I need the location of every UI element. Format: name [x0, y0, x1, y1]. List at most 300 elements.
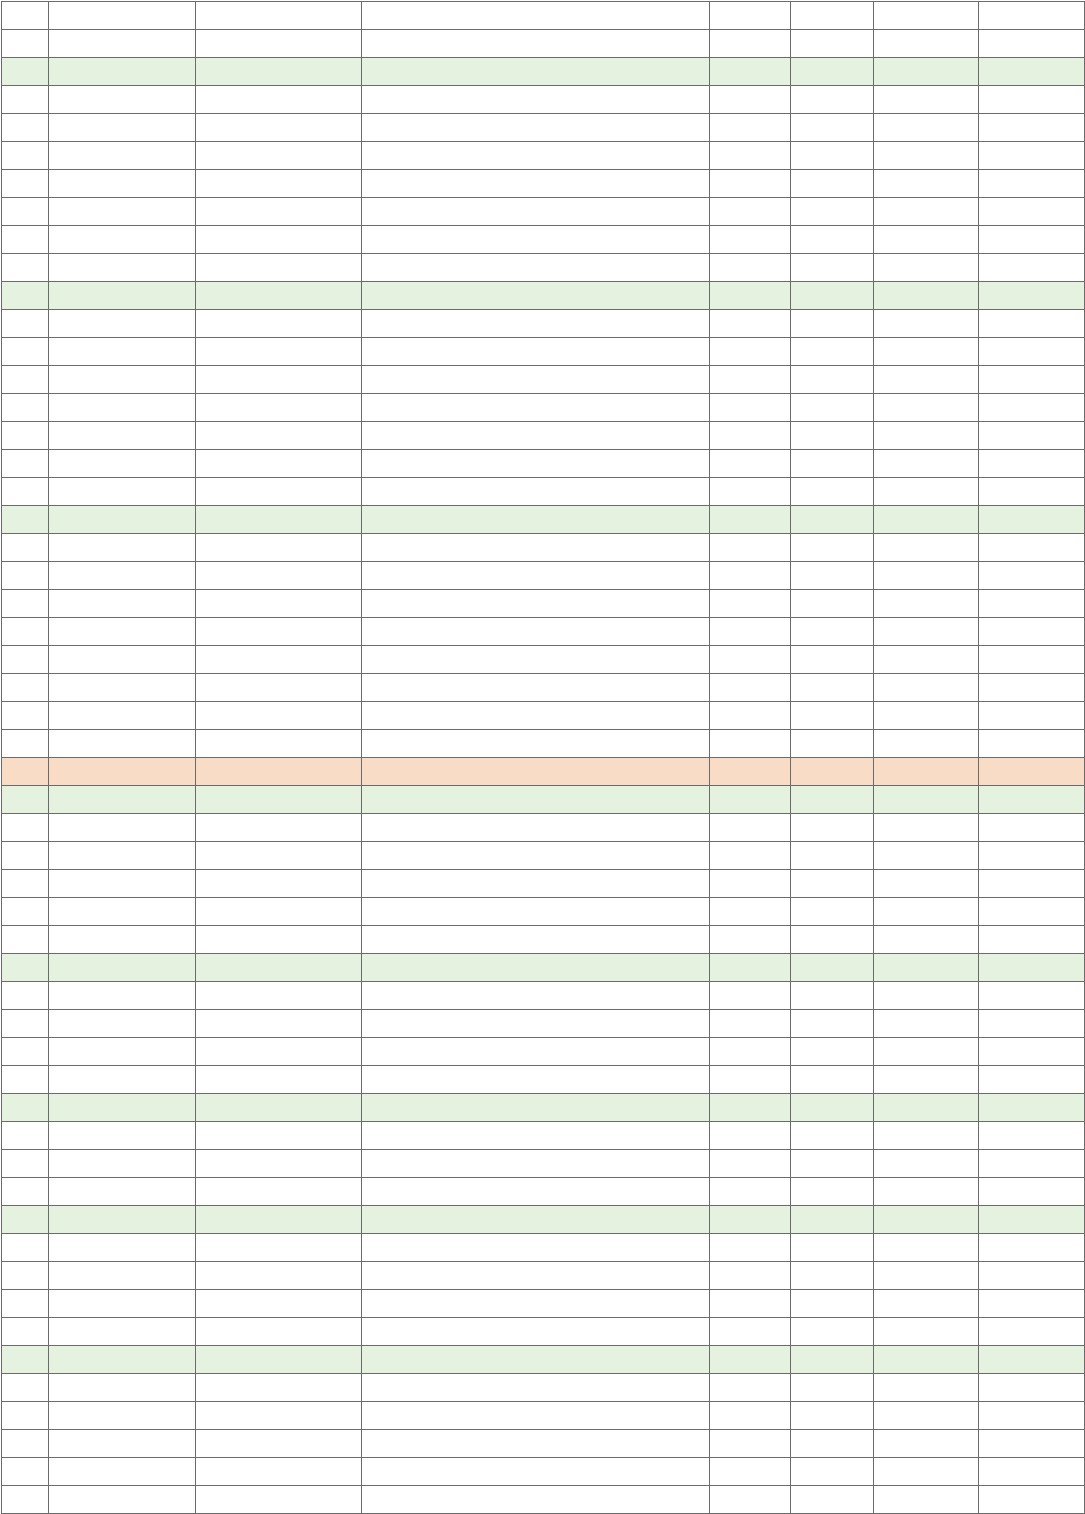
- vote-percent: [979, 226, 1085, 254]
- vote-count-3: [874, 842, 979, 870]
- row-number: [2, 898, 49, 926]
- vote-count-3: [874, 142, 979, 170]
- candidate-name: [196, 898, 362, 926]
- township-header-row: [2, 1346, 1085, 1374]
- township-name: [49, 86, 196, 114]
- vote-count-1: [710, 450, 791, 478]
- vote-count-1: [710, 786, 791, 814]
- township-name: [49, 926, 196, 954]
- vote-count-3: [874, 282, 979, 310]
- table-row: [2, 1262, 1085, 1290]
- vote-count-2: [791, 338, 874, 366]
- vote-count-3: [874, 1430, 979, 1458]
- party-name: [362, 170, 710, 198]
- candidate-name: [196, 338, 362, 366]
- vote-count-1: [710, 562, 791, 590]
- vote-percent: [979, 478, 1085, 506]
- vote-count-2: [791, 898, 874, 926]
- table-row: [2, 1122, 1085, 1150]
- township-header-row: [2, 282, 1085, 310]
- vote-percent: [979, 394, 1085, 422]
- table-row: [2, 842, 1085, 870]
- vote-count-3: [874, 730, 979, 758]
- vote-count-1: [710, 1318, 791, 1346]
- row-number: [2, 142, 49, 170]
- vote-count-3: [874, 1402, 979, 1430]
- township-name: [49, 590, 196, 618]
- party-name: [362, 1010, 710, 1038]
- row-number: [2, 562, 49, 590]
- table-row: [2, 870, 1085, 898]
- vote-percent: [979, 1066, 1085, 1094]
- township-name: [49, 1066, 196, 1094]
- row-number: [2, 170, 49, 198]
- vote-count-2: [791, 618, 874, 646]
- party-name: [362, 870, 710, 898]
- vote-count-2: [791, 646, 874, 674]
- candidate-name: [196, 282, 362, 310]
- township-name: [49, 450, 196, 478]
- vote-count-1: [710, 870, 791, 898]
- row-number: [2, 1318, 49, 1346]
- township-name: [49, 758, 196, 786]
- vote-count-1: [710, 1150, 791, 1178]
- row-number: [2, 422, 49, 450]
- vote-count-2: [791, 562, 874, 590]
- township-header-row: [2, 58, 1085, 86]
- vote-count-2: [791, 366, 874, 394]
- township-header-row: [2, 506, 1085, 534]
- vote-count-1: [710, 226, 791, 254]
- vote-count-2: [791, 30, 874, 58]
- table-row: [2, 618, 1085, 646]
- vote-percent: [979, 170, 1085, 198]
- vote-percent: [979, 674, 1085, 702]
- township-name: [49, 814, 196, 842]
- table-row: [2, 450, 1085, 478]
- party-name: [362, 674, 710, 702]
- vote-count-2: [791, 198, 874, 226]
- township-name: [49, 982, 196, 1010]
- candidate-name: [196, 1010, 362, 1038]
- party-name: [362, 450, 710, 478]
- vote-count-1: [710, 1374, 791, 1402]
- candidate-name: [196, 1150, 362, 1178]
- vote-count-1: [710, 198, 791, 226]
- candidate-name: [196, 1206, 362, 1234]
- candidate-name: [196, 1262, 362, 1290]
- vote-count-1: [710, 982, 791, 1010]
- vote-percent: [979, 842, 1085, 870]
- row-number: [2, 1262, 49, 1290]
- candidate-name: [196, 814, 362, 842]
- row-number: [2, 758, 49, 786]
- township-name: [49, 1178, 196, 1206]
- township-name: [49, 1318, 196, 1346]
- vote-count-3: [874, 1094, 979, 1122]
- row-number: [2, 1038, 49, 1066]
- party-name: [362, 926, 710, 954]
- vote-percent: [979, 758, 1085, 786]
- vote-count-2: [791, 702, 874, 730]
- row-number: [2, 1122, 49, 1150]
- table-row: [2, 1486, 1085, 1514]
- vote-percent: [979, 870, 1085, 898]
- candidate-name: [196, 394, 362, 422]
- row-number: [2, 702, 49, 730]
- table-row: [2, 562, 1085, 590]
- township-name: [49, 2, 196, 30]
- vote-percent: [979, 1318, 1085, 1346]
- candidate-name: [196, 674, 362, 702]
- vote-percent: [979, 702, 1085, 730]
- candidate-name: [196, 86, 362, 114]
- township-name: [49, 1430, 196, 1458]
- vote-count-2: [791, 1402, 874, 1430]
- vote-count-1: [710, 590, 791, 618]
- row-number: [2, 1374, 49, 1402]
- party-name: [362, 562, 710, 590]
- township-name: [49, 702, 196, 730]
- table-row: [2, 534, 1085, 562]
- candidate-name: [196, 114, 362, 142]
- table-row: [2, 646, 1085, 674]
- vote-count-3: [874, 926, 979, 954]
- vote-count-3: [874, 1290, 979, 1318]
- vote-count-1: [710, 30, 791, 58]
- vote-count-2: [791, 1038, 874, 1066]
- table-row: [2, 310, 1085, 338]
- township-header-row: [2, 1206, 1085, 1234]
- row-number: [2, 926, 49, 954]
- vote-percent: [979, 646, 1085, 674]
- township-name: [49, 198, 196, 226]
- row-number: [2, 1178, 49, 1206]
- vote-count-1: [710, 58, 791, 86]
- township-name: [49, 674, 196, 702]
- vote-percent: [979, 198, 1085, 226]
- vote-count-1: [710, 646, 791, 674]
- vote-percent: [979, 562, 1085, 590]
- party-name: [362, 394, 710, 422]
- vote-count-3: [874, 870, 979, 898]
- township-name: [49, 898, 196, 926]
- row-number: [2, 2, 49, 30]
- vote-percent: [979, 1010, 1085, 1038]
- vote-percent: [979, 1374, 1085, 1402]
- vote-count-1: [710, 254, 791, 282]
- vote-percent: [979, 898, 1085, 926]
- table-row: [2, 982, 1085, 1010]
- vote-percent: [979, 982, 1085, 1010]
- row-number: [2, 282, 49, 310]
- township-name: [49, 142, 196, 170]
- party-name: [362, 310, 710, 338]
- township-name: [49, 338, 196, 366]
- candidate-name: [196, 730, 362, 758]
- row-number: [2, 1066, 49, 1094]
- row-number: [2, 1206, 49, 1234]
- table-row: [2, 1038, 1085, 1066]
- township-header-row: [2, 786, 1085, 814]
- vote-percent: [979, 254, 1085, 282]
- vote-percent: [979, 590, 1085, 618]
- township-name: [49, 786, 196, 814]
- candidate-name: [196, 1486, 362, 1514]
- candidate-name: [196, 422, 362, 450]
- vote-count-1: [710, 758, 791, 786]
- vote-count-1: [710, 366, 791, 394]
- party-name: [362, 30, 710, 58]
- row-number: [2, 338, 49, 366]
- vote-count-3: [874, 590, 979, 618]
- table-row: [2, 814, 1085, 842]
- vote-count-3: [874, 982, 979, 1010]
- candidate-name: [196, 170, 362, 198]
- party-name: [362, 842, 710, 870]
- township-name: [49, 1486, 196, 1514]
- row-number: [2, 198, 49, 226]
- row-number: [2, 226, 49, 254]
- vote-percent: [979, 1122, 1085, 1150]
- township-name: [49, 226, 196, 254]
- vote-count-3: [874, 450, 979, 478]
- vote-count-1: [710, 1458, 791, 1486]
- vote-percent: [979, 1262, 1085, 1290]
- vote-percent: [979, 926, 1085, 954]
- vote-count-1: [710, 534, 791, 562]
- vote-percent: [979, 1402, 1085, 1430]
- table-row: [2, 1430, 1085, 1458]
- vote-percent: [979, 1178, 1085, 1206]
- candidate-name: [196, 2, 362, 30]
- vote-count-2: [791, 730, 874, 758]
- vote-count-2: [791, 982, 874, 1010]
- table-row: [2, 1066, 1085, 1094]
- table-row: [2, 170, 1085, 198]
- row-number: [2, 730, 49, 758]
- row-number: [2, 618, 49, 646]
- vote-percent: [979, 814, 1085, 842]
- party-name: [362, 114, 710, 142]
- party-name: [362, 254, 710, 282]
- table-row: [2, 86, 1085, 114]
- vote-percent: [979, 1150, 1085, 1178]
- table-row: [2, 926, 1085, 954]
- vote-count-3: [874, 674, 979, 702]
- vote-count-1: [710, 814, 791, 842]
- candidate-name: [196, 1290, 362, 1318]
- vote-count-2: [791, 1094, 874, 1122]
- vote-count-1: [710, 170, 791, 198]
- township-name: [49, 1122, 196, 1150]
- vote-count-3: [874, 254, 979, 282]
- vote-count-1: [710, 506, 791, 534]
- vote-count-2: [791, 226, 874, 254]
- vote-percent: [979, 114, 1085, 142]
- vote-count-1: [710, 2, 791, 30]
- row-number: [2, 394, 49, 422]
- vote-count-2: [791, 954, 874, 982]
- party-name: [362, 506, 710, 534]
- row-number: [2, 478, 49, 506]
- row-number: [2, 30, 49, 58]
- table-row: [2, 1458, 1085, 1486]
- vote-percent: [979, 730, 1085, 758]
- vote-percent: [979, 1458, 1085, 1486]
- table-row: [2, 478, 1085, 506]
- candidate-name: [196, 1374, 362, 1402]
- candidate-name: [196, 506, 362, 534]
- candidate-name: [196, 1066, 362, 1094]
- party-name: [362, 1150, 710, 1178]
- township-name: [49, 1346, 196, 1374]
- township-name: [49, 1402, 196, 1430]
- vote-count-3: [874, 58, 979, 86]
- row-number: [2, 870, 49, 898]
- vote-count-3: [874, 814, 979, 842]
- vote-count-2: [791, 786, 874, 814]
- township-name: [49, 254, 196, 282]
- candidate-name: [196, 926, 362, 954]
- row-number: [2, 534, 49, 562]
- candidate-name: [196, 954, 362, 982]
- township-name: [49, 114, 196, 142]
- vote-percent: [979, 954, 1085, 982]
- vote-count-1: [710, 1430, 791, 1458]
- party-name: [362, 142, 710, 170]
- row-number: [2, 1346, 49, 1374]
- party-name: [362, 1066, 710, 1094]
- table-row: [2, 394, 1085, 422]
- party-name: [362, 898, 710, 926]
- vote-count-2: [791, 254, 874, 282]
- vote-count-3: [874, 1346, 979, 1374]
- vote-count-1: [710, 1486, 791, 1514]
- vote-count-2: [791, 926, 874, 954]
- row-number: [2, 814, 49, 842]
- vote-count-3: [874, 30, 979, 58]
- candidate-name: [196, 870, 362, 898]
- candidate-name: [196, 1178, 362, 1206]
- township-name: [49, 842, 196, 870]
- township-name: [49, 1150, 196, 1178]
- party-name: [362, 1038, 710, 1066]
- vote-count-2: [791, 86, 874, 114]
- row-number: [2, 674, 49, 702]
- township-name: [49, 562, 196, 590]
- row-number: [2, 1430, 49, 1458]
- township-name: [49, 1094, 196, 1122]
- table-row: [2, 198, 1085, 226]
- vote-count-2: [791, 1206, 874, 1234]
- vote-count-3: [874, 954, 979, 982]
- township-name: [49, 1262, 196, 1290]
- row-number: [2, 1402, 49, 1430]
- vote-count-1: [710, 114, 791, 142]
- vote-percent: [979, 310, 1085, 338]
- candidate-name: [196, 646, 362, 674]
- candidate-name: [196, 590, 362, 618]
- township-name: [49, 1290, 196, 1318]
- candidate-name: [196, 534, 362, 562]
- table-row: [2, 702, 1085, 730]
- candidate-name: [196, 478, 362, 506]
- vote-count-2: [791, 422, 874, 450]
- vote-count-1: [710, 478, 791, 506]
- party-name: [362, 478, 710, 506]
- table-row: [2, 142, 1085, 170]
- vote-count-2: [791, 1290, 874, 1318]
- township-name: [49, 422, 196, 450]
- township-name: [49, 506, 196, 534]
- region-header-row: [2, 758, 1085, 786]
- vote-count-2: [791, 58, 874, 86]
- vote-count-3: [874, 506, 979, 534]
- candidate-name: [196, 310, 362, 338]
- township-name: [49, 478, 196, 506]
- party-name: [362, 814, 710, 842]
- candidate-name: [196, 1038, 362, 1066]
- township-name: [49, 1206, 196, 1234]
- township-name: [49, 646, 196, 674]
- vote-count-3: [874, 338, 979, 366]
- vote-count-1: [710, 898, 791, 926]
- party-name: [362, 786, 710, 814]
- party-name: [362, 1206, 710, 1234]
- township-name: [49, 1234, 196, 1262]
- vote-count-1: [710, 142, 791, 170]
- vote-count-1: [710, 1346, 791, 1374]
- vote-percent: [979, 86, 1085, 114]
- vote-count-2: [791, 114, 874, 142]
- vote-count-3: [874, 198, 979, 226]
- table-row: [2, 1402, 1085, 1430]
- vote-count-3: [874, 366, 979, 394]
- row-number: [2, 506, 49, 534]
- vote-percent: [979, 1486, 1085, 1514]
- vote-percent: [979, 282, 1085, 310]
- row-number: [2, 1010, 49, 1038]
- township-name: [49, 1458, 196, 1486]
- vote-count-1: [710, 338, 791, 366]
- vote-count-1: [710, 1038, 791, 1066]
- candidate-name: [196, 702, 362, 730]
- vote-count-3: [874, 422, 979, 450]
- table-row: [2, 1374, 1085, 1402]
- row-number: [2, 1234, 49, 1262]
- party-name: [362, 1094, 710, 1122]
- vote-count-2: [791, 478, 874, 506]
- vote-count-1: [710, 422, 791, 450]
- party-name: [362, 758, 710, 786]
- vote-count-2: [791, 170, 874, 198]
- vote-count-3: [874, 786, 979, 814]
- township-header-row: [2, 1094, 1085, 1122]
- results-table-body: [2, 2, 1085, 1514]
- township-name: [49, 394, 196, 422]
- vote-count-2: [791, 1262, 874, 1290]
- vote-count-1: [710, 1122, 791, 1150]
- table-row: [2, 1290, 1085, 1318]
- vote-count-3: [874, 114, 979, 142]
- vote-count-2: [791, 142, 874, 170]
- vote-count-1: [710, 394, 791, 422]
- vote-percent: [979, 142, 1085, 170]
- candidate-name: [196, 142, 362, 170]
- row-number: [2, 842, 49, 870]
- party-name: [362, 226, 710, 254]
